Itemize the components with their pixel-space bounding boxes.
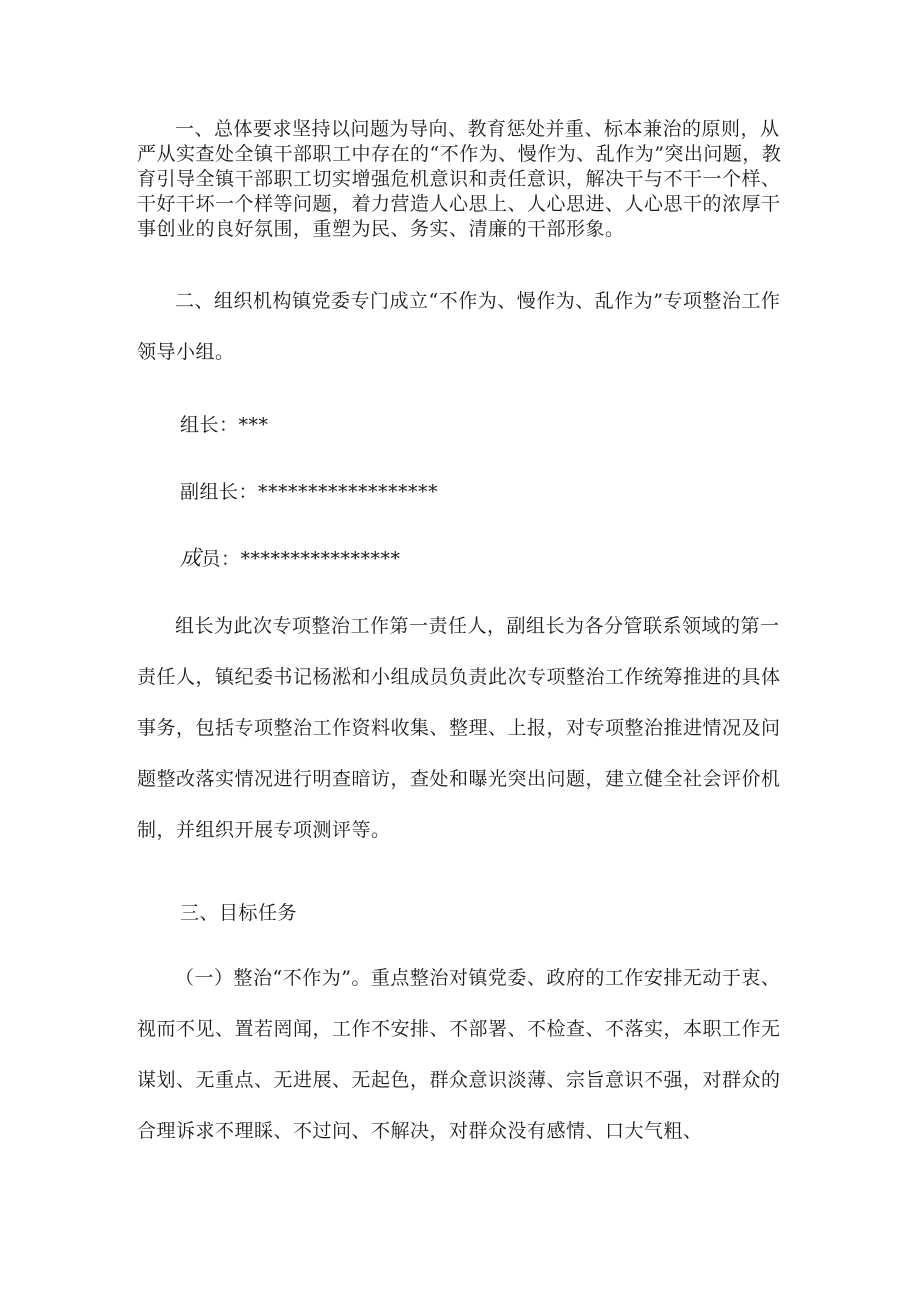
deputy-leader-line: 副组长：****************** [180,481,439,503]
item-1-paragraph: （一）整治“不作为”。重点整治对镇党委、政府的工作安排无动于衷、视而不见、置若罔闻，工作不安排、不部署、不检查、不落实，本职工作无谋划、无重点、无进展、无起色，群众意识淡薄、宗旨意识不强，对群众的合理诉求不理睬、不过问、不解决，对群众没有感情、口大气粗、 [137,967,781,1142]
section-1-paragraph: 一、总体要求坚持以问题为导向、教育惩处并重、标本兼治的原则，从严从实查处全镇干部职工中存在的“不作为、慢作为、乱作为”突出问题，教育引导全镇干部职工切实增强危机意识和责任意识，解决干与不干一个样、干好干坏一个样等问题，着力营造人心思上、人心思进、人心思干的浓厚干事创业的良好氛围，重塑为民、务实、清廉的干部形象。 [137,118,782,240]
section-3-heading: 三、目标任务 [180,902,298,924]
members-rest: 员：**************** [201,548,401,570]
group-leader-line: 组长：*** [180,414,269,436]
section-2-paragraph: 二、组织机构镇党委专门成立“不作为、慢作为、乱作为”专项整治工作领导小组。 [137,290,781,363]
duties-paragraph: 组长为此次专项整治工作第一责任人，副组长为各分管联系领域的第一责任人，镇纪委书记杨淞和小组成员负责此次专项整治工作统筹推进的具体事务，包括专项整治工作资料收集、整理、上报，对专项整治推进情况及问题整改落实情况进行明查暗访，查处和曝光突出问题，建立健全社会评价机制，并组织开展专项测评等。 [137,615,781,841]
members-lead-char: 成 [180,546,202,570]
members-line [180,542,401,572]
